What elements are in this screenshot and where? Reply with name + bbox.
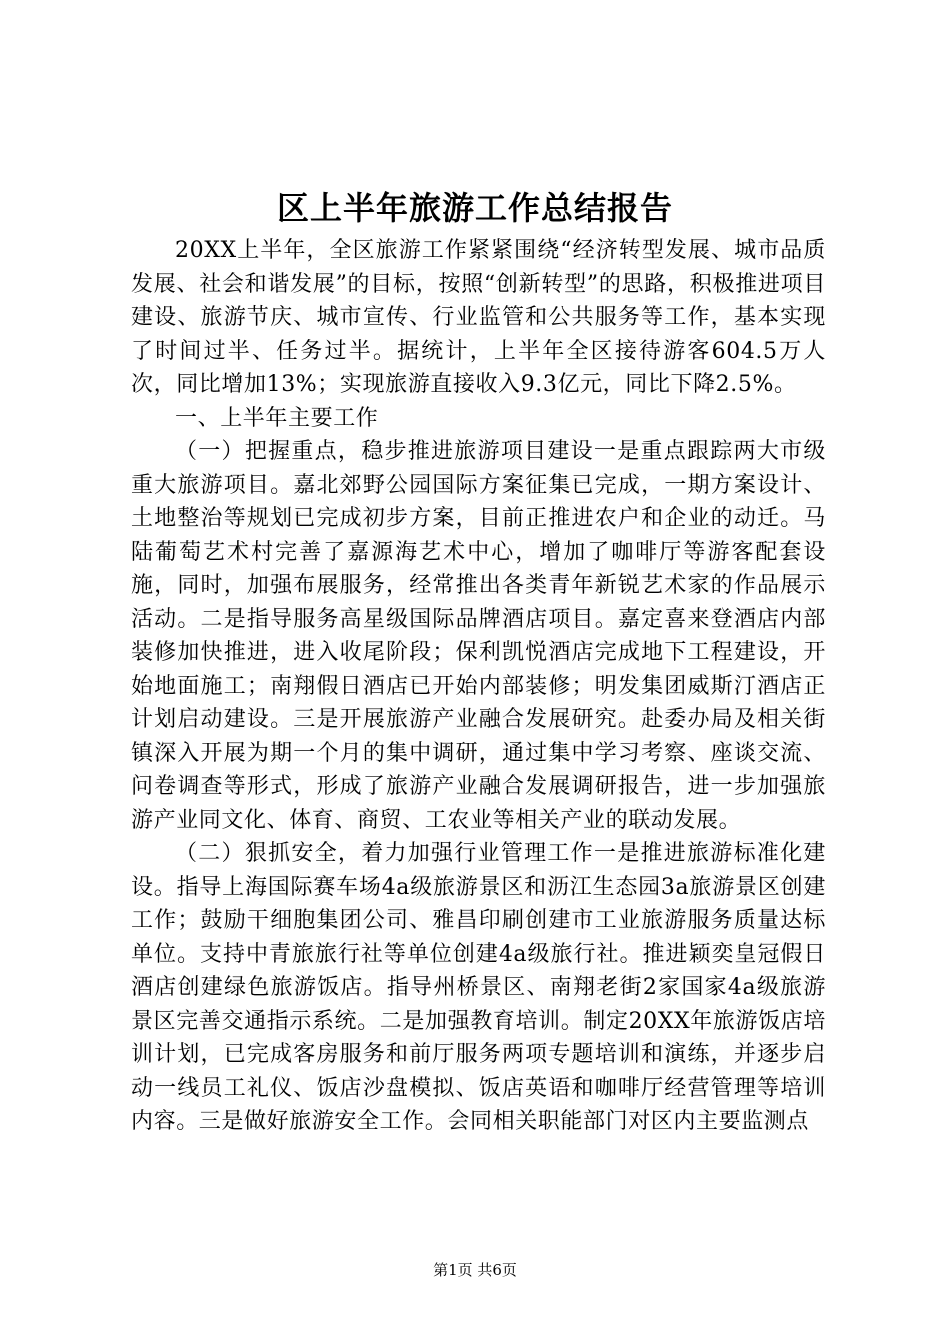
paragraph-section-2: （二）狠抓安全，着力加强行业管理工作一是推进旅游标准化建设。指导上海国际赛车场4a级旅游景区和沥江生态园3a旅游景区创建工作；鼓励干细胞集团公司、雅昌印刷创建市工业旅游服务质量达标单位。支持中青旅旅行社等单位创建4a级旅行社。推进颖奕皇冠假日酒店创建绿色旅游饭店。指导州桥景区、南翔老街2家国家4a级旅游景区完善交通指示系统。二是加强教育培训。制定20XX年旅游饭店培训计划，已完成客房服务和前厅服务两项专题培训和演练，并逐步启动一线员工礼仪、饭店沙盘模拟、饭店英语和咖啡厅经营管理等培训内容。三是做好旅游安全工作。会同相关职能部门对区内主要监测点 <box>131 841 826 1134</box>
document-title: 区上半年旅游工作总结报告 <box>276 189 673 227</box>
page-footer: 第1页 共6页 <box>433 1261 517 1279</box>
section-heading: 一、上半年主要工作 <box>175 405 379 431</box>
document-body <box>131 234 826 1139</box>
paragraph-intro: 20XX上半年，全区旅游工作紧紧围绕“经济转型发展、城市品质发展、社会和谐发展”的目标，按照“创新转型”的思路，积极推进项目建设、旅游节庆、城市宣传、行业监管和公共服务等工作，基本实现了时间过半、任务过半。据统计，上半年全区接待游客604.5万人次，同比增加13%；实现旅游直接收入9.3亿元，同比下降2.5%。 <box>131 238 826 397</box>
paragraph-section-1: （一）把握重点，稳步推进旅游项目建设一是重点跟踪两大市级重大旅游项目。嘉北郊野公园国际方案征集已完成，一期方案设计、土地整治等规划已完成初步方案，目前正推进农户和企业的动迁。马陆葡萄艺术村完善了嘉源海艺术中心，增加了咖啡厅等游客配套设施，同时，加强布展服务，经常推出各类青年新锐艺术家的作品展示活动。二是指导服务高星级国际品牌酒店项目。嘉定喜来登酒店内部装修加快推进，进入收尾阶段；保利凯悦酒店完成地下工程建设，开始地面施工；南翔假日酒店已开始内部装修；明发集团威斯汀酒店正计划启动建设。三是开展旅游产业融合发展研究。赴委办局及相关街镇深入开展为期一个月的集中调研，通过集中学习考察、座谈交流、问卷调查等形式，形成了旅游产业融合发展调研报告，进一步加强旅游产业同文化、体育、商贸、工农业等相关产业的联动发展。 <box>131 439 826 833</box>
